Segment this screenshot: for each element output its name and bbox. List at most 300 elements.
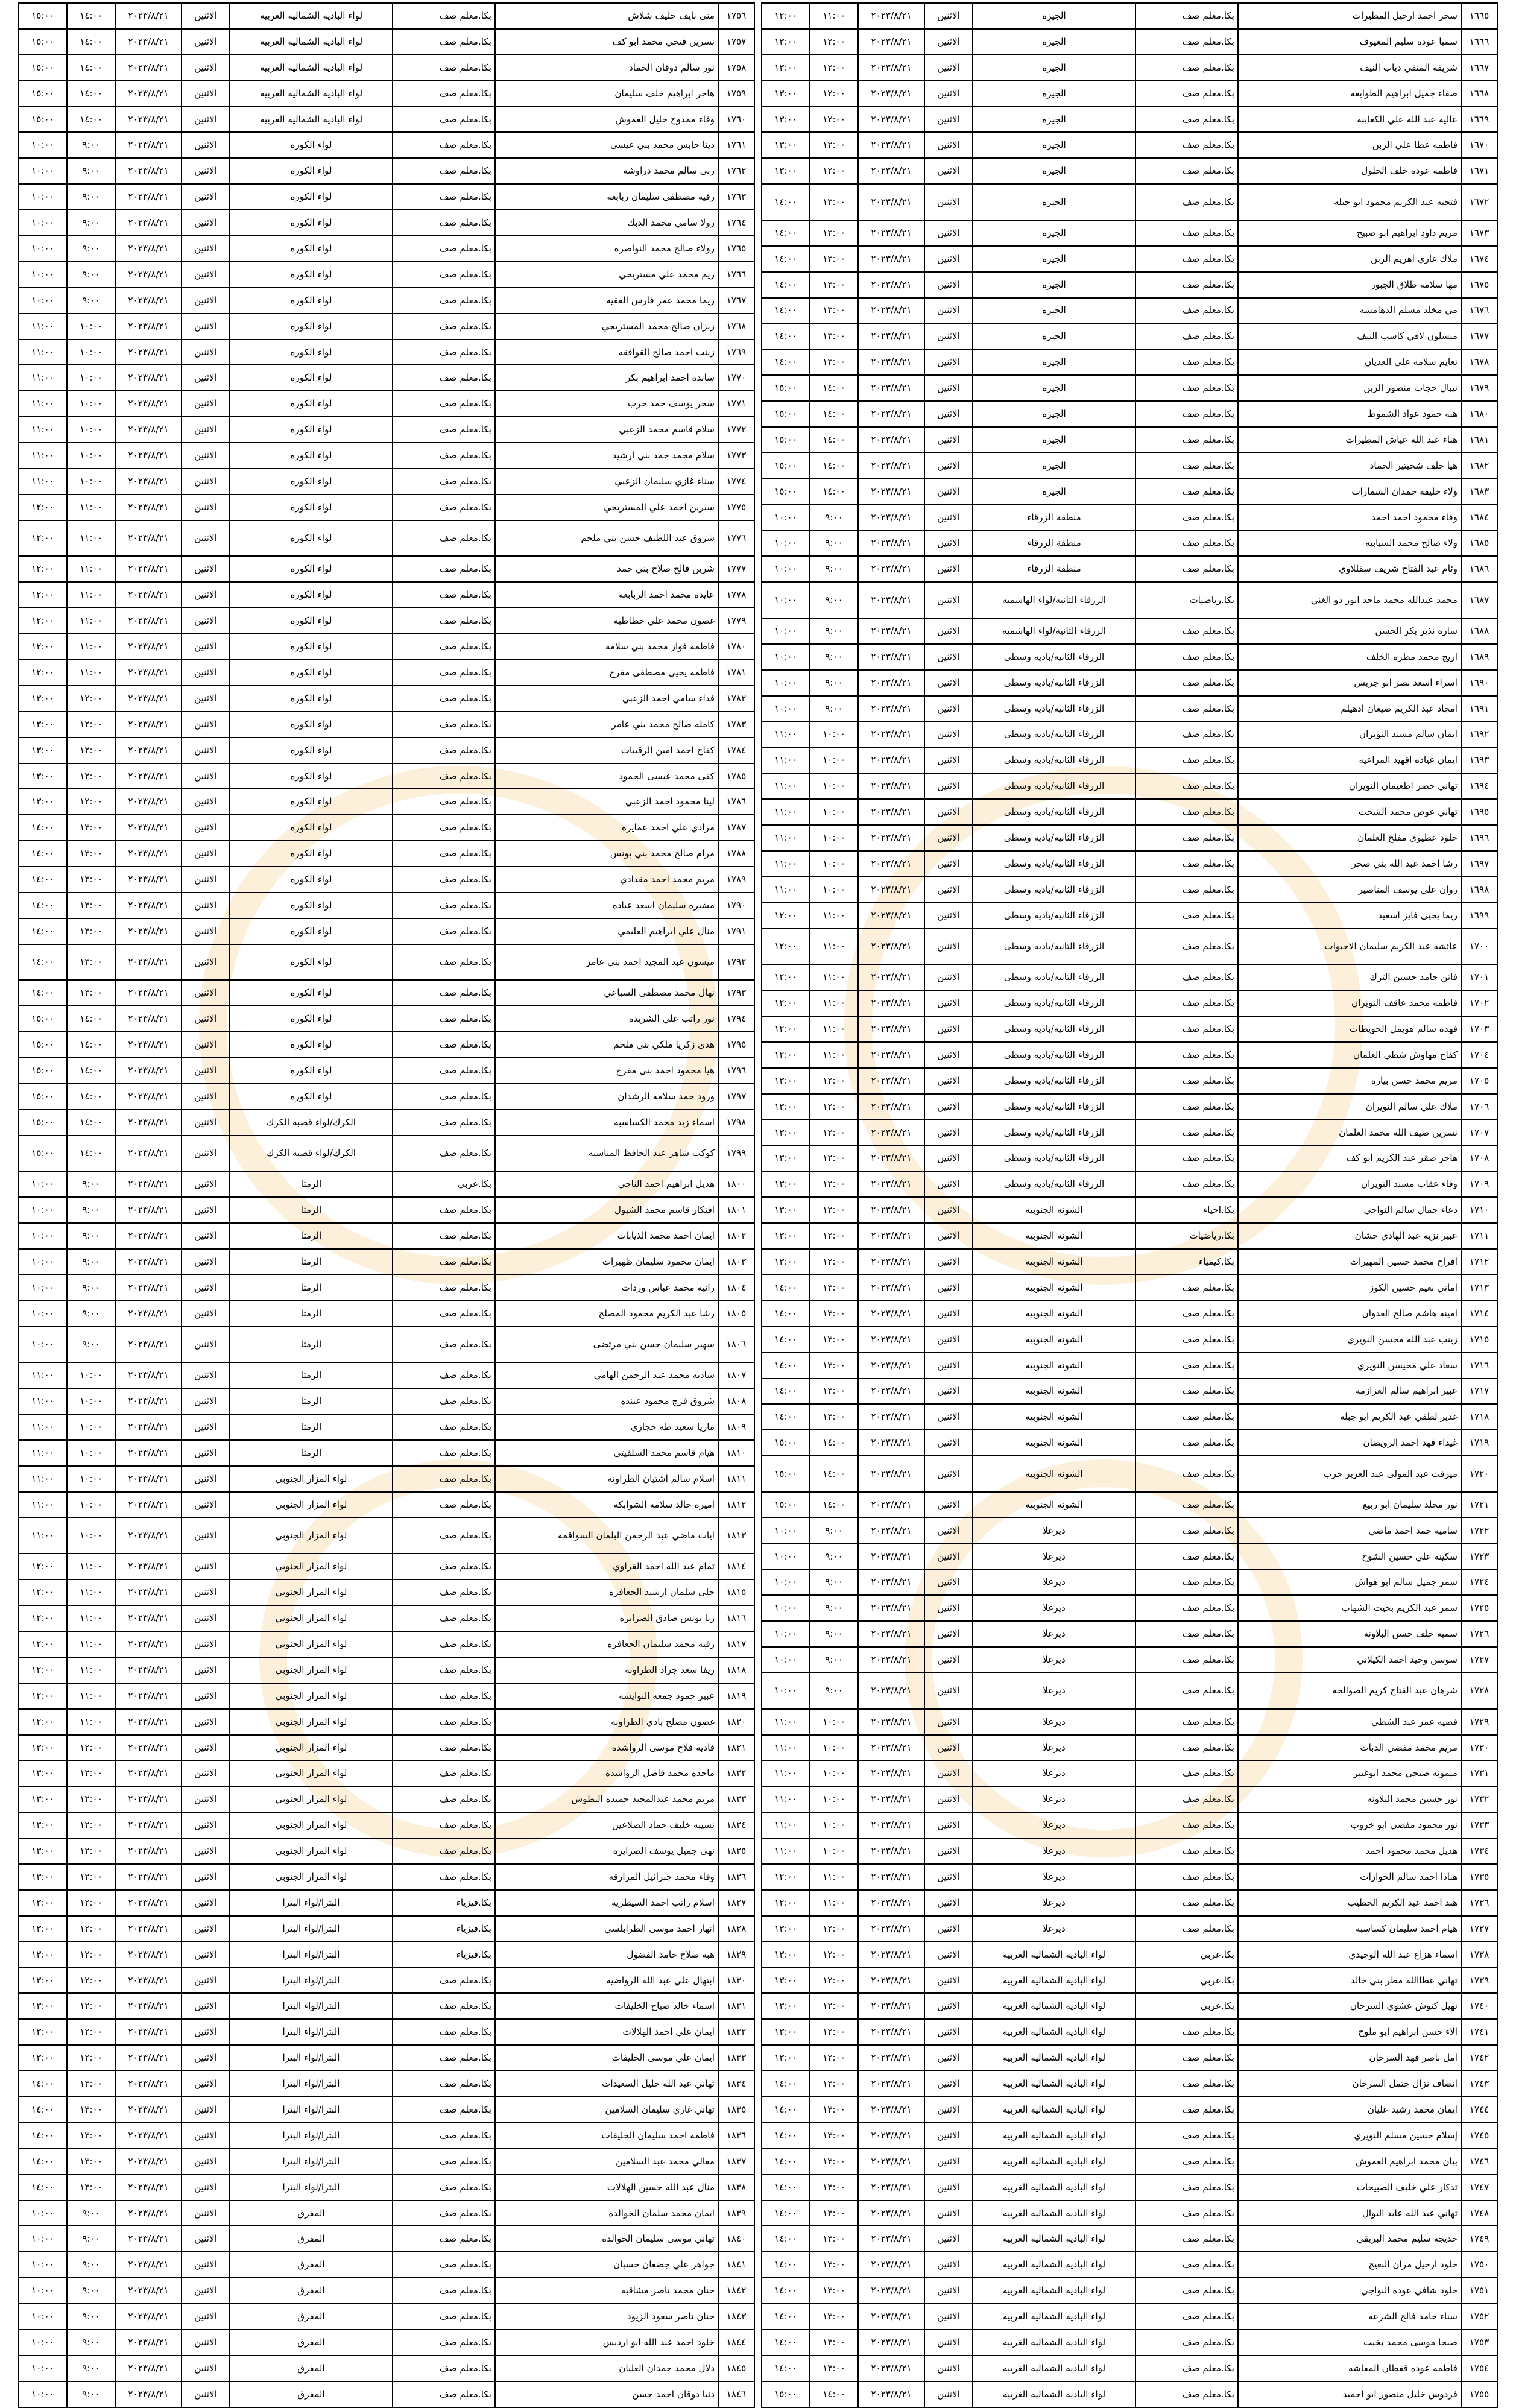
cell-spec: بكا.معلم صف [393,391,495,417]
cell-from: ١٢:٠٠ [810,1942,858,1968]
cell-num: ١٧٨٦ [718,789,754,815]
cell-name: اريج محمد مطره الخلف [1238,644,1461,670]
cell-from: ١٢:٠٠ [810,1916,858,1942]
cell-num: ١٧٠٥ [1461,1068,1497,1094]
cell-from: ١١:٠٠ [810,903,858,929]
cell-date: ٢٠٢٣/٨/٢١ [115,1223,182,1249]
cell-dir: الزرقاء الثانيه/باديه وسطى [973,670,1135,696]
cell-spec: بكا.معلم صف [393,1327,495,1363]
cell-spec: بكا.معلم صف [1135,2330,1238,2356]
cell-spec: بكا.معلم صف [1135,1709,1238,1735]
table-row [762,1838,1497,1864]
table-row [762,2226,1497,2252]
cell-name: عبير حمود جمعه النوايسه [495,1683,718,1709]
table-row [762,2019,1497,2045]
cell-spec: بكا.معلم صف [1135,1786,1238,1812]
table-row [19,944,754,981]
cell-spec: بكا.معلم صف [1135,1890,1238,1916]
cell-date: ٢٠٢٣/٨/٢١ [115,918,182,944]
cell-num: ١٨٣٣ [718,2045,754,2071]
cell-to: ١١:٠٠ [762,722,810,748]
cell-spec: بكا.معلم صف [1135,132,1238,158]
cell-from: ١١:٠٠ [67,1709,115,1735]
cell-to: ١٣:٠٠ [19,1838,67,1864]
cell-from: ١٤:٠٠ [67,55,115,81]
cell-date: ٢٠٢٣/٨/٢١ [858,1916,924,1942]
cell-day: الاثنين [924,427,973,453]
cell-date: ٢٠٢٣/٨/٢١ [858,877,924,903]
cell-date: ٢٠٢٣/٨/٢١ [115,262,182,288]
cell-day: الاثنين [182,29,230,55]
cell-to: ١١:٠٠ [19,314,67,340]
cell-day: الاثنين [182,132,230,158]
cell-from: ١٣:٠٠ [810,184,858,220]
cell-dir: الزرقاء الثانيه/باديه وسطى [973,851,1135,877]
cell-dir: لواء الباديه الشماليه الغربيه [973,2278,1135,2304]
table-row [19,1657,754,1683]
table-row [19,262,754,288]
cell-spec: بكا.معلم صف [1135,1735,1238,1761]
cell-spec: بكا.معلم صف [1135,990,1238,1016]
cell-date: ٢٠٢٣/٨/٢١ [115,1579,182,1605]
table-row [19,391,754,417]
cell-to: ١٤:٠٠ [762,246,810,272]
cell-from: ١٤:٠٠ [67,107,115,133]
cell-num: ١٦٨٣ [1461,479,1497,505]
cell-day: الاثنين [924,2278,973,2304]
cell-date: ٢٠٢٣/٨/٢١ [115,2330,182,2356]
cell-from: ١٠:٠٠ [67,314,115,340]
cell-day: الاثنين [924,107,973,133]
cell-name: ميسلون لافي كاسب النيف [1238,323,1461,349]
cell-day: الاثنين [182,2123,230,2149]
cell-date: ٢٠٢٣/٨/٢١ [115,1864,182,1890]
cell-date: ٢٠٢٣/٨/٢١ [858,1379,924,1405]
cell-from: ١٣:٠٠ [67,2123,115,2149]
cell-day: الاثنين [182,55,230,81]
cell-name: ايمان علي احمد الهلالات [495,2019,718,2045]
cell-day: الاثنين [182,1579,230,1605]
cell-date: ٢٠٢٣/٨/٢١ [115,686,182,712]
cell-from: ١١:٠٠ [67,634,115,660]
cell-date: ٢٠٢٣/٨/٢١ [858,825,924,851]
cell-day: الاثنين [924,81,973,107]
table-row [762,1171,1497,1197]
cell-date: ٢٠٢٣/٨/٢١ [115,893,182,918]
cell-name: تمام عبد الله احمد القراوي [495,1553,718,1579]
cell-from: ١١:٠٠ [67,582,115,608]
cell-num: ١٧١١ [1461,1223,1497,1249]
cell-date: ٢٠٢٣/٨/٢١ [115,1735,182,1761]
cell-name: نسيبه خليف حماد الضلاعين [495,1812,718,1838]
cell-day: الاثنين [182,2071,230,2097]
cell-spec: بكا.معلم صف [393,815,495,841]
table-row [19,1518,754,1554]
cell-num: ١٨٢٥ [718,1838,754,1864]
cell-spec: بكا.معلم صف [1135,1275,1238,1301]
cell-to: ١٢:٠٠ [762,929,810,965]
cell-date: ٢٠٢٣/٨/٢١ [115,1440,182,1466]
cell-dir: الجيزه [973,184,1135,220]
cell-date: ٢٠٢٣/٨/٢١ [858,1068,924,1094]
cell-date: ٢٠٢٣/٨/٢١ [115,107,182,133]
cell-dir: لواء المزار الجنوبي [230,1466,393,1492]
cell-name: اسلام سالم اشتيان الطراونه [495,1466,718,1492]
cell-date: ٢٠٢٣/٨/٢١ [858,1595,924,1621]
cell-dir: لواء الباديه الشماليه الغربيه [230,29,393,55]
cell-num: ١٨٠٤ [718,1275,754,1301]
cell-to: ١٤:٠٠ [762,323,810,349]
cell-to: ١٠:٠٠ [19,1223,67,1249]
cell-name: وفاء ممدوح خليل العموش [495,107,718,133]
cell-date: ٢٠٢٣/٨/٢١ [858,2045,924,2071]
cell-num: ١٧٤٣ [1461,2071,1497,2097]
cell-name: هديل محمد محمود احمد [1238,1838,1461,1864]
table-row [762,644,1497,670]
cell-num: ١٧٥١ [1461,2278,1497,2304]
cell-day: الاثنين [924,618,973,644]
cell-date: ٢٠٢٣/٨/٢١ [858,670,924,696]
cell-name: مها سلامه طلاق الجبور [1238,272,1461,298]
table-row [19,2381,754,2407]
cell-date: ٢٠٢٣/٨/٢١ [858,722,924,748]
cell-from: ٩:٠٠ [67,1301,115,1327]
cell-date: ٢٠٢٣/٨/٢١ [858,2071,924,2097]
cell-date: ٢٠٢٣/٨/٢١ [858,1223,924,1249]
cell-dir: لواء الباديه الشماليه الغربيه [230,107,393,133]
cell-dir: لواء الكوره [230,210,393,236]
cell-dir: لواء المزار الجنوبي [230,1492,393,1518]
cell-name: هبه صلاح حامد الفضول [495,1942,718,1968]
cell-dir: ديرعلا [973,1864,1135,1890]
cell-date: ٢٠٢٣/٨/٢١ [115,81,182,107]
cell-num: ١٦٨٦ [1461,556,1497,582]
cell-from: ١٤:٠٠ [67,1110,115,1136]
cell-num: ١٨٤٤ [718,2330,754,2356]
cell-spec: بكا.معلم صف [1135,1016,1238,1042]
cell-dir: لواء الكوره [230,391,393,417]
cell-date: ٢٠٢٣/٨/٢١ [858,1275,924,1301]
cell-name: افراح محمد حسين المهيرات [1238,1249,1461,1275]
table-row [19,1553,754,1579]
table-row [19,1058,754,1084]
cell-name: غصون مصلح بادي الطراونه [495,1709,718,1735]
cell-name: امجاد عبد الكريم ضيعان ادهيلم [1238,696,1461,722]
cell-from: ٩:٠٠ [67,262,115,288]
cell-dir: الرمثا [230,1362,393,1388]
cell-day: الاثنين [182,495,230,520]
cell-from: ١٤:٠٠ [67,29,115,55]
cell-dir: الجيزه [973,29,1135,55]
table-row [762,903,1497,929]
cell-from: ١٣:٠٠ [810,2356,858,2381]
cell-dir: لواء الكوره [230,1058,393,1084]
cell-from: ٩:٠٠ [67,236,115,262]
cell-to: ١٤:٠٠ [19,2097,67,2123]
cell-spec: بكا.معلم صف [393,556,495,582]
cell-to: ١١:٠٠ [19,1440,67,1466]
cell-from: ١٣:٠٠ [810,1353,858,1379]
cell-num: ١٧٥٩ [718,81,754,107]
cell-spec: بكا.معلم صف [1135,1492,1238,1518]
cell-num: ١٧٥٨ [718,55,754,81]
cell-to: ١٥:٠٠ [19,1136,67,1172]
cell-to: ١٥:٠٠ [19,1084,67,1110]
cell-date: ٢٠٢٣/٨/٢١ [115,158,182,184]
cell-dir: الرمثا [230,1440,393,1466]
table-row [762,696,1497,722]
cell-date: ٢٠٢٣/٨/٢١ [115,1968,182,1994]
cell-num: ١٦٧٣ [1461,220,1497,246]
cell-dir: ديرعلا [973,1812,1135,1838]
table-row [19,1414,754,1440]
cell-day: الاثنين [924,2149,973,2175]
cell-from: ١٢:٠٠ [67,1838,115,1864]
cell-day: الاثنين [924,298,973,324]
cell-spec: بكا.معلم صف [393,1136,495,1172]
cell-to: ١١:٠٠ [19,469,67,495]
cell-day: الاثنين [924,2356,973,2381]
table-row [762,272,1497,298]
cell-day: الاثنين [924,903,973,929]
cell-day: الاثنين [924,401,973,427]
cell-day: الاثنين [182,1223,230,1249]
cell-dir: لواء الباديه الشماليه الغربيه [973,2252,1135,2278]
cell-dir: ديرعلا [973,1544,1135,1570]
cell-num: ١٧٤٤ [1461,2097,1497,2123]
cell-num: ١٦٧٢ [1461,184,1497,220]
cell-from: ١٣:٠٠ [810,323,858,349]
cell-spec: بكا.معلم صف [1135,670,1238,696]
cell-to: ١٠:٠٠ [19,132,67,158]
cell-dir: لواء الكوره [230,841,393,867]
cell-day: الاثنين [182,236,230,262]
cell-spec: بكا.معلم صف [393,608,495,634]
cell-num: ١٧٢٥ [1461,1595,1497,1621]
cell-date: ٢٠٢٣/٨/٢١ [858,1673,924,1709]
cell-dir: لواء الباديه الشماليه الغربيه [973,2123,1135,2149]
cell-spec: بكا.معلم صف [393,918,495,944]
cell-to: ١١:٠٠ [19,443,67,469]
cell-dir: ديرعلا [973,1569,1135,1595]
cell-name: ايمان علي موسى الخليفات [495,2045,718,2071]
cell-day: الاثنين [182,2097,230,2123]
table-row [19,1249,754,1275]
table-row [19,1492,754,1518]
cell-from: ١٣:٠٠ [67,867,115,893]
cell-to: ١٠:٠٠ [19,158,67,184]
cell-date: ٢٠٢٣/٨/٢١ [858,1016,924,1042]
cell-to: ١٤:٠٠ [762,1404,810,1430]
cell-to: ١٣:٠٠ [19,738,67,763]
table-row [19,1275,754,1301]
cell-spec: بكا.معلم صف [393,443,495,469]
cell-dir: ديرعلا [973,1838,1135,1864]
cell-to: ١٥:٠٠ [762,401,810,427]
cell-spec: بكا.معلم صف [393,789,495,815]
cell-num: ١٧٧٥ [718,495,754,520]
cell-dir: البترا/لواء البترا [230,2019,393,2045]
cell-date: ٢٠٢٣/٨/٢١ [858,453,924,479]
table-row [19,712,754,738]
cell-date: ٢٠٢٣/٨/٢١ [858,2149,924,2175]
cell-dir: الزرقاء الثانيه/باديه وسطى [973,990,1135,1016]
cell-date: ٢٠٢٣/٨/٢١ [858,1492,924,1518]
cell-day: الاثنين [182,340,230,365]
cell-spec: بكا.معلم صف [1135,505,1238,531]
cell-from: ١٢:٠٠ [810,1249,858,1275]
table-row [19,893,754,918]
cell-date: ٢٠٢٣/٨/٢١ [858,2097,924,2123]
cell-dir: لواء الكوره [230,262,393,288]
cell-date: ٢٠٢٣/٨/٢١ [858,1968,924,1994]
cell-name: فاطمه يحيى مصطفى مفرج [495,660,718,686]
table-row [19,1362,754,1388]
cell-from: ١٠:٠٠ [67,443,115,469]
cell-date: ٢٠٢٣/٨/٢١ [858,1812,924,1838]
cell-name: اميره خالد سلامه الشوابكه [495,1492,718,1518]
cell-dir: الزرقاء الثانيه/باديه وسطى [973,1171,1135,1197]
cell-dir: الزرقاء الثانيه/باديه وسطى [973,644,1135,670]
cell-date: ٢٠٢٣/٨/٢١ [115,1110,182,1136]
cell-from: ٩:٠٠ [67,1197,115,1223]
table-row [19,288,754,314]
cell-from: ١٣:٠٠ [810,246,858,272]
cell-date: ٢٠٢٣/٨/٢١ [115,1786,182,1812]
cell-dir: المفرق [230,2226,393,2252]
cell-to: ١٥:٠٠ [762,479,810,505]
table-row [19,520,754,557]
table-row [762,2123,1497,2149]
cell-day: الاثنين [182,1760,230,1786]
cell-dir: الزرقاء الثانيه/باديه وسطى [973,773,1135,799]
cell-date: ٢٠٢٣/٨/٢١ [115,55,182,81]
cell-date: ٢٠٢٣/٨/٢١ [115,2278,182,2304]
cell-spec: بكا.معلم صف [393,210,495,236]
cell-dir: لواء المزار الجنوبي [230,1786,393,1812]
table-row [762,1301,1497,1327]
table-row [19,763,754,789]
cell-from: ٩:٠٠ [67,184,115,210]
cell-day: الاثنين [182,469,230,495]
cell-spec: بكا.معلم صف [1135,1647,1238,1673]
cell-num: ١٧٦٩ [718,340,754,365]
cell-to: ١٣:٠٠ [19,1760,67,1786]
cell-from: ١٣:٠٠ [67,980,115,1006]
cell-num: ١٧٣٥ [1461,1864,1497,1890]
cell-day: الاثنين [924,2381,973,2407]
table-row [19,55,754,81]
cell-name: اسماء خالد صباح الخليفات [495,1993,718,2019]
cell-name: سناء غازي سليمان الزعبي [495,469,718,495]
cell-day: الاثنين [924,1275,973,1301]
cell-spec: بكا.معلم صف [393,2330,495,2356]
cell-date: ٢٠٢٣/٨/٢١ [858,1171,924,1197]
cell-num: ١٨٤١ [718,2252,754,2278]
cell-num: ١٦٩٤ [1461,773,1497,799]
cell-date: ٢٠٢٣/٨/٢١ [858,929,924,965]
table-row [762,2201,1497,2226]
cell-date: ٢٠٢٣/٨/٢١ [115,2071,182,2097]
cell-date: ٢٠٢٣/٨/٢١ [115,789,182,815]
cell-num: ١٦٩٨ [1461,877,1497,903]
cell-day: الاثنين [924,220,973,246]
cell-day: الاثنين [924,158,973,184]
cell-dir: منطقة الزرقاء [973,556,1135,582]
cell-to: ١٣:٠٠ [19,2019,67,2045]
cell-num: ١٦٦٩ [1461,107,1497,133]
table-row [762,1353,1497,1379]
cell-dir: الجيزه [973,453,1135,479]
cell-date: ٢٠٢٣/٨/٢١ [115,184,182,210]
cell-name: مريم محمد عبدالمجيد حميده البطوش [495,1786,718,1812]
cell-day: الاثنين [182,1084,230,1110]
cell-date: ٢٠٢٣/٨/٢١ [858,55,924,81]
cell-from: ١٣:٠٠ [810,1301,858,1327]
cell-to: ١٠:٠٠ [19,2201,67,2226]
cell-num: ١٨٢٦ [718,1864,754,1890]
cell-from: ١١:٠٠ [67,1631,115,1657]
cell-date: ٢٠٢٣/٨/٢١ [115,1327,182,1363]
cell-from: ١٣:٠٠ [810,2304,858,2330]
cell-num: ١٧٦٤ [718,210,754,236]
cell-dir: الشونه الجنوبيه [973,1275,1135,1301]
cell-spec: بكا.معلم صف [1135,184,1238,220]
table-row [762,1492,1497,1518]
table-row [762,964,1497,990]
cell-num: ١٧٤٦ [1461,2149,1497,2175]
table-row [19,2226,754,2252]
cell-num: ١٧٤٨ [1461,2201,1497,2226]
table-row [19,184,754,210]
cell-date: ٢٠٢٣/٨/٢١ [858,1890,924,1916]
cell-day: الاثنين [924,1993,973,2019]
cell-date: ٢٠٢٣/٨/٢١ [858,1621,924,1647]
cell-from: ٩:٠٠ [810,618,858,644]
cell-name: تهاني عبد الله خليل السعيدات [495,2071,718,2097]
table-row [762,1120,1497,1146]
cell-spec: بكا.معلم صف [393,29,495,55]
cell-to: ١٠:٠٠ [19,262,67,288]
cell-name: نيبال حجاب منصور الزبن [1238,375,1461,401]
cell-name: نور محمود مفضي ابو خروب [1238,1812,1461,1838]
cell-dir: ديرعلا [973,1735,1135,1761]
cell-name: رقيه مصطفى سليمان ربابعه [495,184,718,210]
cell-dir: البترا/لواء البترا [230,1942,393,1968]
cell-dir: الرمثا [230,1171,393,1197]
cell-name: افتكار قاسم محمد الشبول [495,1197,718,1223]
cell-name: هناء عبد الله عياش المطيرات [1238,427,1461,453]
cell-to: ١٣:٠٠ [19,686,67,712]
cell-day: الاثنين [924,1301,973,1327]
cell-name: دينا حابس محمد بني عيسى [495,132,718,158]
cell-date: ٢٠٢٣/٨/٢١ [115,340,182,365]
cell-to: ١٣:٠٠ [762,29,810,55]
cell-day: الاثنين [182,738,230,763]
cell-from: ١٢:٠٠ [67,1812,115,1838]
cell-from: ١٠:٠٠ [67,1362,115,1388]
cell-spec: بكا.معلم صف [393,1466,495,1492]
cell-to: ١٠:٠٠ [762,670,810,696]
cell-num: ١٧٨١ [718,660,754,686]
cell-dir: لواء المزار الجنوبي [230,1605,393,1631]
table-row [19,867,754,893]
cell-day: الاثنين [924,1709,973,1735]
cell-name: ايمان محمود سليمان ظهيرات [495,1249,718,1275]
cell-day: الاثنين [182,1006,230,1032]
cell-name: فاطمه عوده خلف الحلول [1238,158,1461,184]
cell-to: ١٠:٠٠ [762,1544,810,1570]
